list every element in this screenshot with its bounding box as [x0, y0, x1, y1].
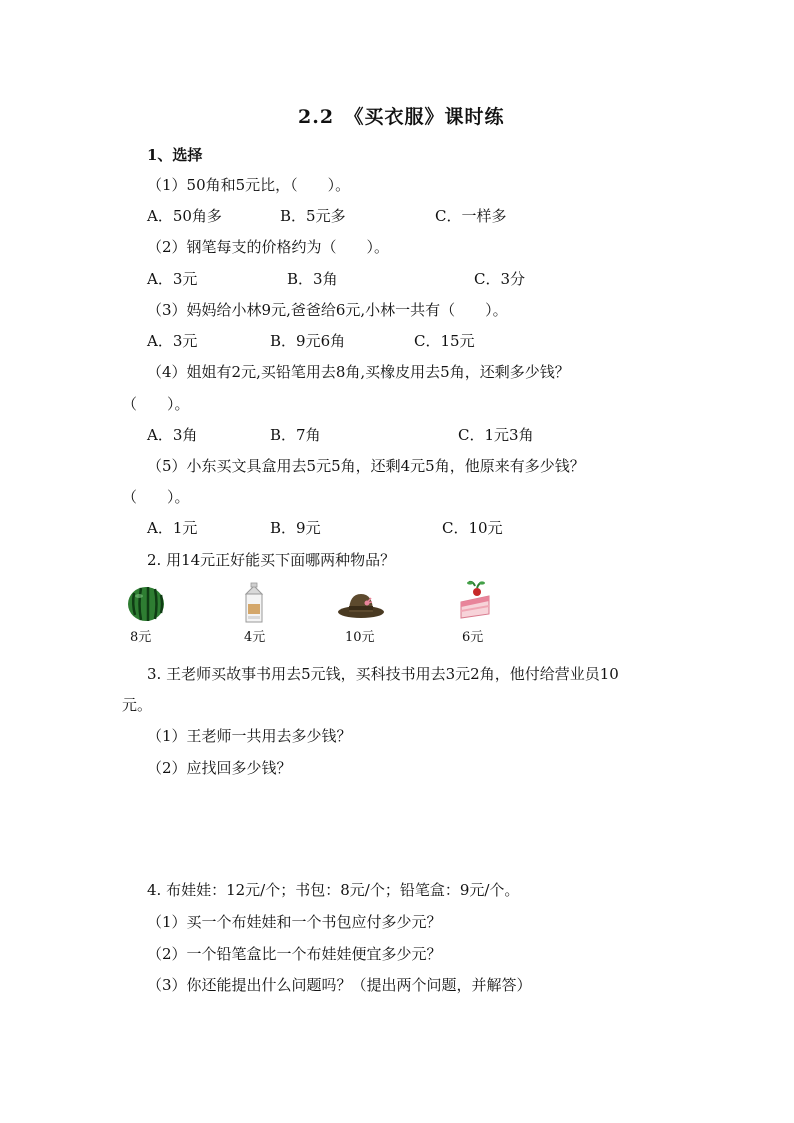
watermelon-price: 8元 [130, 630, 152, 645]
question-3-option-c: C．15元 [414, 332, 475, 350]
question-4-stem: （4）姐姐有2元,买铅笔用去8角,买橡皮用去5角，还剩多少钱？ [147, 363, 570, 381]
question-5-option-b: B．9元 [270, 519, 321, 537]
section-3-line-2: 元。 [122, 696, 153, 714]
section-2-heading: 2. 用14元正好能买下面哪两种物品？ [147, 551, 396, 569]
question-2-option-c: C．3分 [474, 270, 526, 288]
question-3-stem: （3）妈妈给小林9元,爸爸给6元,小林一共有（ ）。 [147, 301, 508, 319]
question-5-answer-blank: （ ）。 [122, 488, 190, 506]
question-2-option-b: B．3角 [287, 270, 338, 288]
question-5-option-c: C．10元 [442, 519, 503, 537]
question-2-stem: （2）钢笔每支的价格约为（ ）。 [147, 238, 390, 256]
question-5-stem: （5）小东买文具盒用去5元5角，还剩4元5角，他原来有多少钱？ [147, 457, 585, 475]
question-1-option-a: A．50角多 [147, 207, 222, 225]
section-4-question-1: （1）买一个布娃娃和一个书包应付多少元？ [147, 913, 442, 931]
watermelon-icon [126, 584, 166, 622]
question-4-option-c: C．1元3角 [458, 426, 534, 444]
question-1-option-c: C．一样多 [435, 207, 507, 225]
section-4-question-3: （3）你还能提出什么问题吗？（提出两个问题，并解答） [147, 976, 532, 994]
question-2-option-a: A．3元 [147, 270, 198, 288]
question-1-option-b: B．5元多 [280, 207, 346, 225]
cake-icon [455, 578, 495, 620]
section-3-question-1: （1）王老师一共用去多少钱？ [147, 727, 352, 745]
milk-carton-icon [240, 582, 268, 624]
page-title: 2.2 《买衣服》课时练 [298, 106, 505, 128]
section-1-heading: 1、选择 [147, 146, 203, 164]
question-4-option-a: A．3角 [147, 426, 198, 444]
section-4-question-2: （2）一个铅笔盒比一个布娃娃便宜多少元？ [147, 945, 442, 963]
section-4-heading: 4. 布娃娃：12元/个；书包：8元/个；铅笔盒：9元/个。 [147, 881, 520, 899]
question-1-stem: （1）50角和5元比，（ ）。 [147, 176, 351, 194]
question-4-option-b: B．7角 [270, 426, 321, 444]
hat-price: 10元 [345, 630, 375, 645]
question-4-answer-blank: （ ）。 [122, 395, 190, 413]
question-3-option-a: A．3元 [147, 332, 198, 350]
milk-carton-price: 4元 [244, 630, 266, 645]
cake-price: 6元 [462, 630, 484, 645]
section-3-question-2: （2）应找回多少钱？ [147, 759, 292, 777]
section-3-line-1: 3. 王老师买故事书用去5元钱，买科技书用去3元2角，他付给营业员10 [147, 665, 619, 683]
question-3-option-b: B．9元6角 [270, 332, 346, 350]
hat-icon [336, 588, 386, 620]
question-5-option-a: A．1元 [147, 519, 198, 537]
